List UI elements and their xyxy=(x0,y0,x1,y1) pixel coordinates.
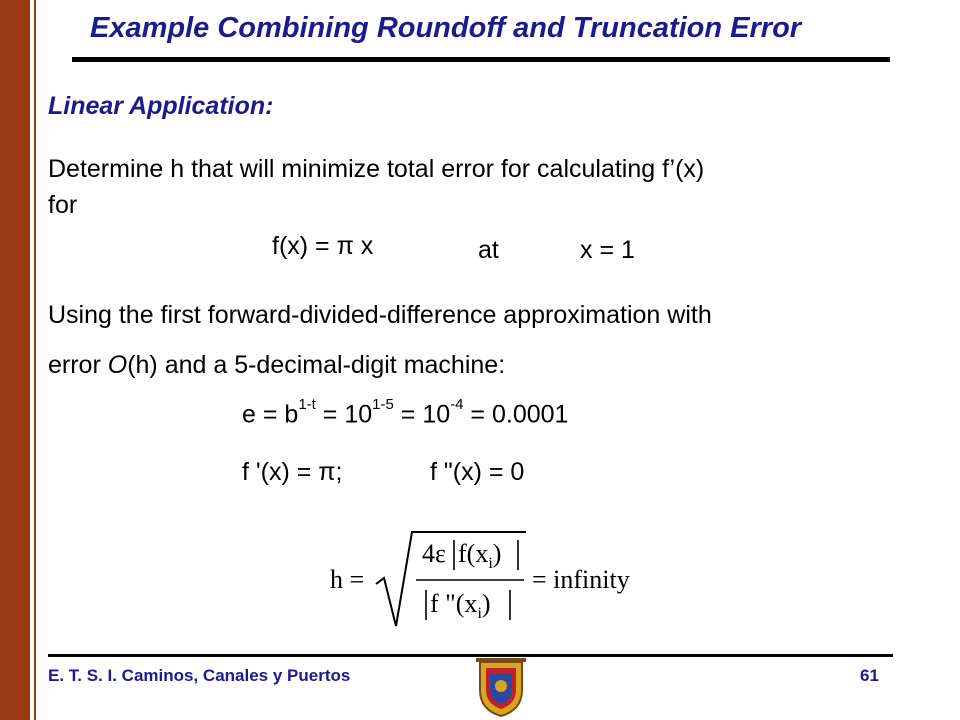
numerator-4eps: 4ε xyxy=(422,539,446,568)
machine-epsilon-equation: $e = b^{1-t} = 10^{1-5} = 10^{-4} = 0.0001$ xyxy=(242,396,569,429)
footer-institution: E. T. S. I. Caminos, Canales y Puertos xyxy=(48,666,351,685)
second-derivative-equation: f "(x) = 0 xyxy=(430,458,525,486)
school-crest-logo xyxy=(470,656,532,718)
method-text-line1: Using the first forward-divided-difference approximation with xyxy=(48,301,712,329)
first-derivative-equation: f '(x) = π; xyxy=(242,458,343,486)
svg-text:f(xi): $f(x_i)$ xyxy=(458,539,502,572)
left-accent-bar xyxy=(0,0,30,720)
x-value-equation: x = 1 xyxy=(580,236,635,264)
at-word: at xyxy=(478,236,499,264)
denominator-sub: i xyxy=(477,605,482,622)
section-heading: Linear Application: xyxy=(48,92,274,120)
method-text-line2: error O(h) and a 5-decimal-digit machine: xyxy=(48,351,506,379)
intro-text-line2: for xyxy=(48,191,78,219)
big-o-letter: O xyxy=(107,351,128,379)
numerator-sub: i xyxy=(488,555,493,572)
left-accent-line xyxy=(34,0,36,720)
slide-title: Example Combining Roundoff and Truncation Error xyxy=(90,12,802,44)
intro-text-line1: Determine h that will minimize total error for calculating f’(x) xyxy=(48,155,705,183)
formula-lhs: h = xyxy=(330,565,365,594)
numerator-fx: f(x xyxy=(458,539,489,568)
page-number: 61 xyxy=(860,666,879,685)
svg-text:f "(xi): f "$(x_i)$ xyxy=(430,589,491,622)
denominator-fx: f "(x xyxy=(430,589,478,618)
function-equation: f(x) = π x xyxy=(272,232,374,260)
title-underline xyxy=(72,57,890,62)
formula-rhs: = infinity xyxy=(532,565,630,594)
optimal-h-formula xyxy=(330,528,670,632)
